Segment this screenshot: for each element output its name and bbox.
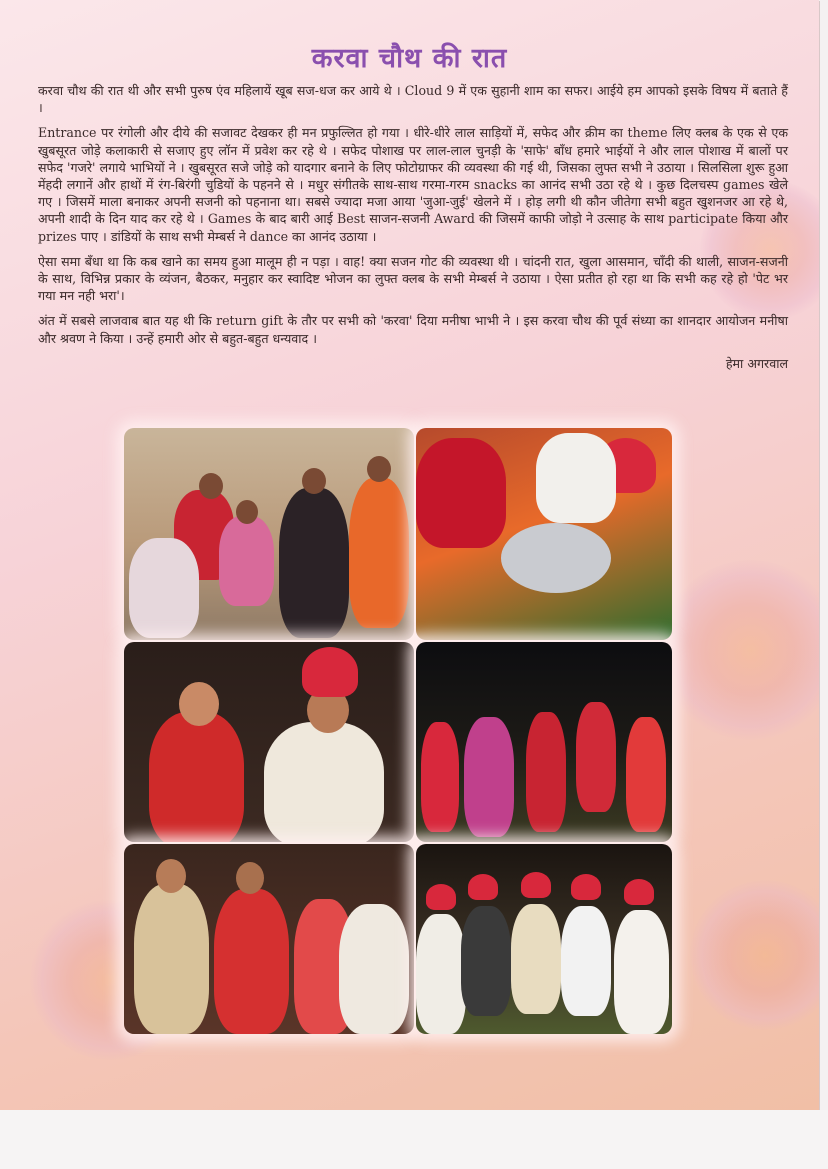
paragraph: करवा चौथ की रात थी और सभी पुरुष एंव महिलायें खूब सज-धज कर आये थे । Cloud 9 में एक सुहानी शाम का सफर। आईये हम आपको इसके विषय में बताते हैं । bbox=[38, 83, 788, 116]
photo-hands-plate bbox=[416, 428, 672, 640]
person bbox=[349, 478, 409, 628]
person bbox=[511, 904, 561, 1014]
person bbox=[219, 516, 274, 606]
person bbox=[279, 488, 349, 638]
page-title: करवा चौथ की रात bbox=[311, 43, 508, 74]
paragraph: Entrance पर रंगोली और दीये की सजावट देखकर ही मन प्रफुल्लित हो गया । धीरे-धीरे लाल साड़ियों में, सफेद और क्रीम का theme लिए क्लब के एक से एक खुबसूरत जोड़े कलाकारी से सजाए हुए लॉन में प्रवेश कर रहे थे । सफेद पोशाख पर लाल-लाल चुनड़ी के 'साफे' बाँध हमारे भाईयों ने और लाल पोशाख में बालों पर सफेद 'गजरे' लगाये भाभियों ने । खुबसूरत सजे जोड़े को यादगार बनाने के लिए फोटोग्राफर की व्यवस्था की गई थी, जिसका लुफ्त सभी ने उठाया । सिलसिला शुरू हुआ मेंहदी लगानें और हाथों में रंग-बिरंगी चुडियों के पहनने से । मधुर संगीतके साथ-साथ गरमा-गरम snacks का आनंद सभी उठा रहे थे । कुछ दिलचस्प games खेले गए । जिसमें माला बनाकर अपनी सजनी को पहनाना था। सबसे ज्यादा मजा आया 'जुआ-जुई' खेलने में । होड़ लगी थी कौन जीतेगा सभी बहुत खुशनजर आ रहे थे, अपनी शादी के दिन याद कर रहे थे । Games के बाद बारी आई Best साजन-सजनी Award की जिसमें काफी जोड़ो ने उत्साह के साथ participate किया और prizes पाए । डांडियों के साथ सभी मेम्बर्स ने dance का आनंद उठाया । bbox=[38, 125, 788, 244]
turban bbox=[426, 884, 456, 910]
person bbox=[339, 904, 409, 1034]
turban bbox=[302, 647, 358, 697]
photo-collage bbox=[124, 428, 672, 1034]
photo-women-seated bbox=[124, 428, 414, 640]
person bbox=[526, 712, 566, 832]
paragraph: ऐसा समा बँधा था कि कब खाने का समय हुआ मालूम ही न पड़ा । वाह! क्या सजन गोट की व्यवस्था थी । चांदनी रात, खुला आसमान, चाँदी की थाली, साजन-सजनी के साथ, विभिन्न प्रकार के व्यंजन, बैठकर, मनुहार कर स्वादिष्ट भोजन का लुफ्त क्लब के सभी मेम्बर्स ने उठाया । ऐसा प्रतीत हो रहा था कि सभी कह रहे हो 'पेट भर गया मन नही भरा'। bbox=[38, 253, 788, 304]
person bbox=[536, 433, 616, 523]
person bbox=[461, 906, 511, 1016]
person bbox=[421, 722, 459, 832]
person bbox=[614, 910, 669, 1034]
turban bbox=[521, 872, 551, 898]
paragraph: अंत में सबसे लाजवाब बात यह थी कि return gift के तौर पर सभी को 'करवा' दिया मनीषा भाभी ने । इस करवा चौथ की पूर्व संध्या का शानदार आयोजन मनीषा और श्रवण ने किया । उन्हें हमारी ओर से बहुत-बहुत धन्यवाद । bbox=[38, 313, 788, 346]
head bbox=[199, 473, 223, 499]
person bbox=[576, 702, 616, 812]
head bbox=[302, 468, 326, 494]
person bbox=[561, 906, 611, 1016]
photo-couple bbox=[124, 642, 414, 842]
head bbox=[156, 859, 186, 893]
turban bbox=[571, 874, 601, 900]
article-body bbox=[38, 82, 788, 380]
person bbox=[134, 884, 209, 1034]
page-margin bbox=[0, 1110, 828, 1169]
person bbox=[129, 538, 199, 638]
head bbox=[236, 862, 264, 894]
background-flower bbox=[660, 560, 819, 740]
head bbox=[236, 500, 258, 524]
photo-dandiya bbox=[416, 642, 672, 842]
steel-plate bbox=[501, 523, 611, 593]
person bbox=[416, 438, 506, 548]
photo-men-seated bbox=[416, 844, 672, 1034]
turban bbox=[624, 879, 654, 905]
person bbox=[626, 717, 666, 832]
head bbox=[179, 682, 219, 726]
turban bbox=[468, 874, 498, 900]
person bbox=[214, 889, 289, 1034]
background-flower bbox=[690, 880, 819, 1030]
head bbox=[367, 456, 391, 482]
person bbox=[416, 914, 466, 1034]
person bbox=[464, 717, 514, 837]
person bbox=[149, 712, 244, 842]
person bbox=[264, 722, 384, 842]
photo-couples-gifts bbox=[124, 844, 414, 1034]
author-signature: हेमा अगरवाल bbox=[725, 355, 788, 371]
